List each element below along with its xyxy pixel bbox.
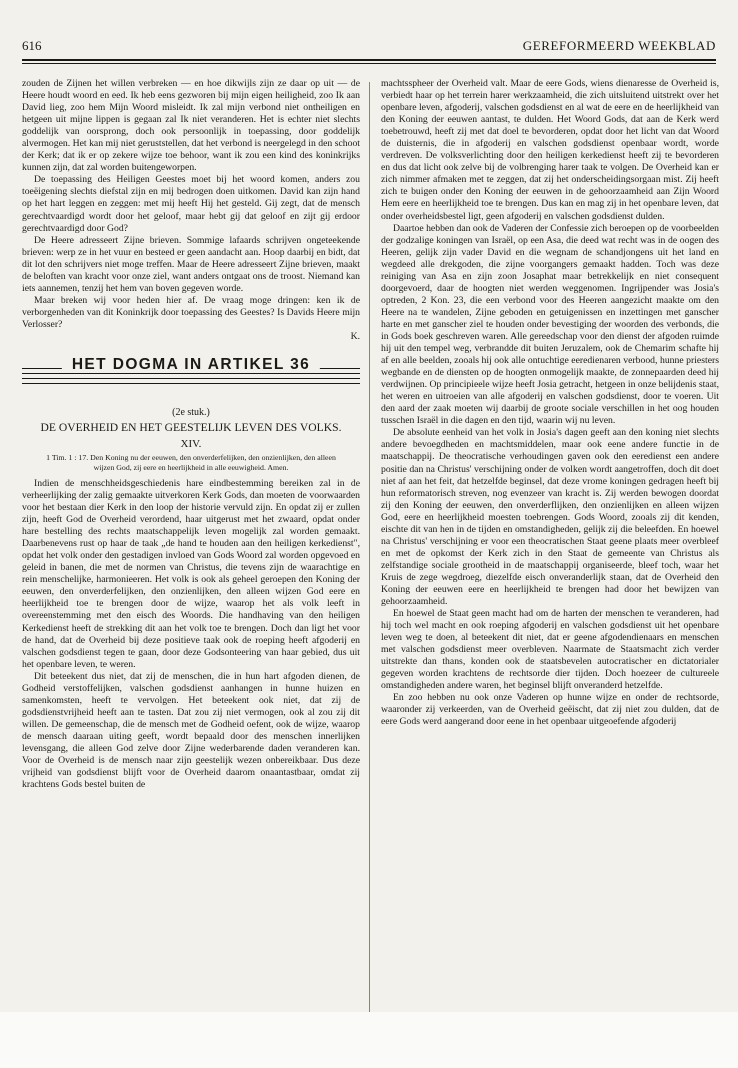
page-number: 616 bbox=[22, 38, 42, 53]
right-column bbox=[381, 78, 719, 729]
author-signature: K. bbox=[350, 330, 360, 342]
header-rule-thin bbox=[22, 63, 716, 64]
paragraph: Dit beteekent dus niet, dat zij de menschen, die in hun hart afgoden dienen, de Godheid verstoffelijken, valschen godsdienst aanhangen in hunne huizen en samenkomsten, heeft te vervolgen. Het beteekent ook niet, dat zij de godsdienstvrijheid heeft aan te tasten. Dat zou zij niet vermogen, ook al zou zij dit willen. De gemeenschap, die de mensch met de Godheid oefent, ook de wijze, waarop de mensch daaraan uiting geeft, wordt bepaald door des menschen innerlijken levensgang, die alleen God zelve door Zijne wederbarende daden veranderen kan. Voor de Overheid is de mensch naar zijn geestelijk wezen onbereikbaar. Dus deze vrijheid van godsdienst blijft voor de Overheid daarom onaantastbaar, omdat zij krachtens Gods bestel buiten de bbox=[22, 670, 360, 791]
page-header bbox=[22, 38, 716, 60]
banner-line bbox=[22, 383, 360, 384]
left-column bbox=[22, 78, 360, 791]
paragraph: machtssphеer der Overheid valt. Maar de eere Gods, wiens dienaresse de Overheid is, verbiedt haar op het terrein harer werkzaamheid, die zich uitsluitend uitstrekt over het openbare leven, afgoderij, valschen godsdienst en al wat de eere en de heerlijkheid van den Koning der eeuwen aantast, te dulden. Het Woord Gods, dat aan de Kerk werd toebetrouwd, heeft zij met dat doel te bevorderen, opdat door het licht van dat Woord de duisternis, die in afgoderij en valschen godsdienst openbaar wordt, worde verdreven. De volksverlichting door den heiligen kerkedienst heeft zij te bevorderen en dus dat licht ook zelve bij de volbrenging harer taak te volgen. De Overheid kan er zich nimmer afmaken met te zeggen, dat zij het onderscheidingsorgaan mist. Zij heeft zich te buigen onder den Koning der eeuwen in de gehoorzaamheid aan Zijn Woord Hem eere en heerlijkheid toe te brengen. Dus kan en mag zij in het openbare leven, dat onder overheidsbestel ligt, geen afgoderij en valschen godsdienst dulden. bbox=[381, 78, 719, 222]
paragraph: En hoewel de Staat geen macht had om de harten der menschen te veranderen, had hij toch wel macht en ook roeping afgoderij en valschen godsdienst uit het openbare leven weg te doen, al beteekent dit niet, dat er geene afgodendienaars en menschen met valschen godsdienst meer overbleven. Naarmate de Staatsmacht zich verder uitstrekte dan thans, konden ook de staatsbevelen autocratischer en dictatorialer gegeven worden krachtens de rechtsorde dier tijden. Doch hoezeer de cultureele omstandigheden andere waren, het beginsel blijft onveranderd hetzelfde. bbox=[381, 608, 719, 692]
page-margin-bottom bbox=[0, 1012, 738, 1068]
paragraph: Daartoe hebben dan ook de Vaderen der Confessie zich beroepen op de voorbeelden der godzalige koningen van Israël, op een Asa, die deed wat recht was in de oogen des Heeren, gelijk zijn vader David en die wegnam de schandjongens uit het land en wegdeed alle drekgoden, die zijne voorgangers gemaakt hadden. Toch was deze reiniging van Asa en zijn zoon Josaphat maar betrekkelijk en niet consequent doorgevoerd, daar de hoogten niet werden weggenomen. Ingrijpender was Josia's optreden, 2 Kon. 23, die een verbond voor des Heeren aangezicht maakte om den Heere na te wandelen, Zijne geboden en getuigenissen en inzettingen met ganscher harte en met ganscher ziel te houden onder bevestiging der woorden des verbonds, die in Gods boek geschreven waren. Alle gereedschap voor den dienst der afgoden ruimde hij uit den tempel weg, verbrandde dit buiten Jeruzalem, ook de Chemarim schafte hij af en alle beelden, zooals hij ook alle ontuchtige eeredienaren verbood, hunne priesters wegbande en de diensten op de hoogten onmogelijk maakte, de zonnepaarden deed hij verdwijnen. Op principieele wijze heeft Josia getracht, hetgeen in onze belijdenis staat, het weren en uitroeien van alle afgoderij en valschen godsdienst, door te voeren. Uit den aard der zaak moeten wij daarbij de groote sociale verschillen in het oog houden tusschen Israël in die dagen en den tijd, waarin wij nu leven. bbox=[381, 222, 719, 427]
column-divider bbox=[369, 82, 370, 1012]
section-banner bbox=[22, 357, 360, 395]
paragraph: zouden de Zijnen het willen verbreken — en hoe dikwijls zijn ze daar op uit — de Heere houdt woord en eed. Ik heb eens gezworen bij mijn eigen heiligheid, zoo Ik aan David lieg, zoo hem Mijn Woord misleidt. Ik zal mijn verbond niet ontheiligen en hetgeen uit mijne lippen is gegaan zal Ik niet veranderen. Het is echter niet slechts goddelijk van oorsprong, doch ook persoonlijk in toepassing, door goddelijk alvermogen. Het kan mij niet geruststellen, dat het verbond is neergelegd in den schoot der Kerk; dat ik er op zekere wijze toe behoor, want ik zou een kind des koninkrijks kunnen zijn, dat zal worden buitengeworpen. bbox=[22, 78, 360, 174]
chapter-number: XIV. bbox=[180, 438, 202, 451]
paragraph: Indien de menschheidsgeschiedenis hare eindbestemming bereiken zal in de verheerlijking der zalig gemaakte uitverkoren Kerk Gods, dan moeten de voorwaarden voor het bestaan dier Kerk in den loop der historie vervuld zijn. En opdat zij er zullen zijn, heeft God de Overheid verordend, haar uitgerust met het zwaard, opdat onder hare bestelling des rechts maatschappelijk leven mogelijk zal worden gemaakt. Daarbenevens rust op haar de taak „de hand te houden aan den heiligen kerkedienst", opdat het volk onder den gestadigen invloed van Gods Woord zal worden opgevoed en geleid in banen, die met de normen van Christus, die tevens zijn de waarachtige en rein menschelijke, harmonieeren. Het volk is ook als geheel geroepen den Koning der eeuwen, den onverderfelijken, den onzienlijken, den alleen wijzen God eere en heerlijkheid toe te brengen door de wijze, waarop het als volk leeft in overeenstemming met den eisch des Woords. Die handhaving van den heiligen Kerkedienst heeft de strekking dit aan het volk toe te brengen. Doch dan ligt het voor de hand, dat de Overheid bij deze positieve taak ook de roeping heeft afgoderij en valschen godsdienst tegen te gaan, door deze Godsonteering van haar gebied, dus uit het openbare leven, te weren. bbox=[22, 477, 360, 670]
header-rule bbox=[22, 59, 716, 61]
installment-label: (2e stuk.) bbox=[172, 407, 210, 419]
paragraph: De toepassing des Heiligen Geestes moet bij het woord komen, anders zou toeëigening slechts diefstal zijn en mij bedrogen doen uitkomen. David kan zijn hand op het hart leggen en zeggen: met mij heeft Hij het gesteld. Gij zegt, dat de mensch gerechtvaardigd wordt door het geloof, maar hebt gij dat geloof en zijt gij erdoor gerechtvaardigd door God? bbox=[22, 174, 360, 234]
publication-title: GEREFORMEERD WEEKBLAD bbox=[522, 38, 716, 53]
section-title: HET DOGMA IN ARTIKEL 36 bbox=[62, 359, 320, 371]
paragraph: De absolute eenheid van het volk in Josia's dagen geeft aan den koning niet slechts andere bevoegdheden en machtsmiddelen, maar ook eene andere functie in de maatschappij. De theocratische verhoudingen gaven ook den eeredienst een andere positie dan na Christus' verschijning onder de volken wordt aangetroffen, doch dit doet niet af aan het feit, dat hetzelfde beginsel, dat deze vrome koningen gedragen heeft bij hun reformatorisch streven, nog evenzeer van kracht is. Zij werden bewogen doordat zij den Koning der eeuwen, den onverderflijken, den onzienlijken en alleen wijzen God, eere en heerlijkheid moesten toebrengen. Gods Woord, zooals zij dit kenden, eischte dit van hen in de tijden en omstandigheden, gelijk zij die beleefden. En hoewel na Christus' verschijning er voor een theocratischen Staat geene plaats meer overbleef en met de opkomst der Kerk zich in den Staat de gemeente van Christus als zelfstandige sociale grootheid in de maatschappij organiseerde, bleef toch, waar het Kruis de zege wegdroeg, diezelfde eisch onveranderlijk staan, dat de Overheid den Koning der eeuwen eere en heerlijkheid te brengen had door het bewijzen van gehoorzaamheid. bbox=[381, 427, 719, 608]
paragraph: Maar breken wij voor heden hier af. De vraag moge dringen: ken ik de verborgenheden van dit Koninkrijk door toepassing des Geestes? Is Davids Heere mijn Verlosser? bbox=[22, 294, 360, 330]
banner-line bbox=[22, 373, 360, 374]
paragraph: De Heere adresseert Zijne brieven. Sommige lafaards schrijven ongeteekende brieven: werp ze in het vuur en besteed er geen aandacht aan. Hoop daarbij en bidt, dat dit lot den schrijvers niet moge treffen. Maar de Heere adresseert Zijne brieven, maakt de beloften van kracht voor onze ziel, want anders ontgaat ons de troost. Niemand kan iets aannemen, tenzij het hem van boven gegeven worde. bbox=[22, 234, 360, 294]
banner-line bbox=[22, 378, 360, 379]
article-heading: DE OVERHEID EN HET GEESTELIJK LEVEN DES VOLKS. bbox=[40, 421, 342, 435]
scripture-epigraph: 1 Tim. 1 : 17. Den Koning nu der eeuwen, den onverderfelijken, den onzienlijken, den alleen wijzen God, zij eere en heerlijkheid in alle eeuwigheid. Amen. bbox=[46, 453, 336, 472]
paragraph: En zoo hebben nu ook onze Vaderen op hunne wijze en onder de rechtsorde, waaronder zij verkeerden, van de Overheid geëischt, dat zij niet zou dulden, dat de eere Gods werd aangerand door eene in het openbaar uitgeoefende afgoderij bbox=[381, 692, 719, 728]
